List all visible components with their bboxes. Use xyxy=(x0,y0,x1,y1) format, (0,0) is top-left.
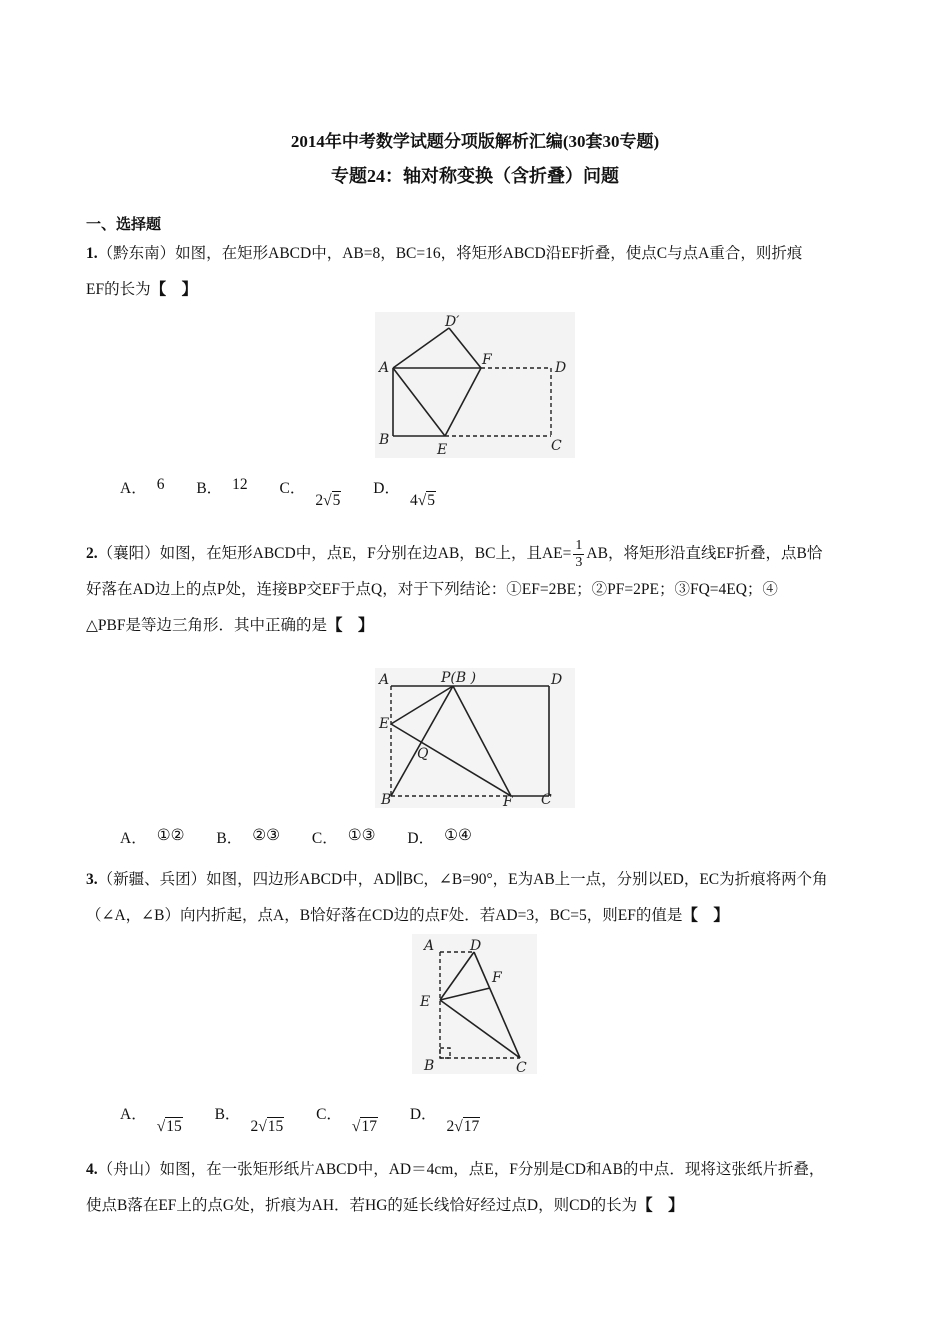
question-3-options xyxy=(120,1102,508,1135)
label-D: D xyxy=(555,360,567,376)
label-C: C xyxy=(551,438,562,454)
option-d[interactable]: D．2√17 xyxy=(409,1106,480,1135)
label-D: D xyxy=(470,938,482,954)
question-1-options xyxy=(120,476,464,509)
question-text: 使点B落在EF上的点G处，折痕为AH．若HG的延长线恰好经过点D，则CD的长为 xyxy=(86,1197,638,1214)
question-text: AB，将矩形沿直线EF折叠，点B恰 xyxy=(586,545,823,562)
question-text: △PBF是等边三角形．其中正确的是 xyxy=(86,617,328,634)
label-C: C xyxy=(541,792,552,808)
answer-bracket: 【 】 xyxy=(327,617,374,634)
question-text: （新疆、兵团）如图，四边形ABCD中，AD∥BC，∠B=90°，E为AB上一点，分别以ED，EC为折痕将两个角 xyxy=(97,871,828,888)
label-F: F xyxy=(503,794,513,808)
label-F: F xyxy=(482,352,492,368)
label-B: B xyxy=(381,792,392,808)
question-text: （∠A，∠B）向内折起，点A，B恰好落在CD边的点F处．若AD=3，BC=5，则EF的值是 xyxy=(86,907,683,924)
answer-bracket: 【 】 xyxy=(150,281,198,298)
label-C: C xyxy=(516,1060,527,1074)
question-1-figure xyxy=(375,312,575,458)
option-b[interactable]: B． ②③ xyxy=(216,827,281,847)
option-c[interactable]: C．√17 xyxy=(316,1106,377,1135)
option-b[interactable]: B．2√15 xyxy=(214,1106,284,1135)
option-a[interactable]: A． 6 xyxy=(120,476,165,497)
label-D-prime: D′ xyxy=(445,314,460,330)
label-B: B xyxy=(424,1058,435,1074)
label-F: F xyxy=(492,970,502,986)
label-P: P(B ) xyxy=(441,670,477,686)
label-A: A xyxy=(424,938,435,954)
option-c[interactable]: C．2√5 xyxy=(279,480,341,509)
section-heading: 一、选择题 xyxy=(86,217,162,233)
label-D: D xyxy=(551,672,563,688)
label-A: A xyxy=(379,360,390,376)
fraction: $\frac{1}{3}$ xyxy=(575,537,583,570)
answer-bracket: 【 】 xyxy=(637,1197,684,1214)
answer-bracket: 【 】 xyxy=(682,907,729,924)
option-d[interactable]: D．4√5 xyxy=(373,480,435,509)
option-a[interactable]: A．√15 xyxy=(120,1106,182,1135)
question-1-text xyxy=(86,236,866,308)
question-number: 1. xyxy=(86,245,98,262)
option-d[interactable]: D． ①④ xyxy=(407,827,472,847)
question-number: 4. xyxy=(86,1161,98,1178)
question-text: 好落在AD边上的点P处，连接BP交EF于点Q，对于下列结论：①EF=2BE；②PF=2PE；③FQ=4EQ；④ xyxy=(86,581,778,598)
label-E: E xyxy=(437,442,448,458)
label-B: B xyxy=(379,432,390,448)
label-E: E xyxy=(379,716,390,732)
label-A: A xyxy=(379,672,390,688)
question-2-figure xyxy=(375,668,575,808)
option-a[interactable]: A． ①② xyxy=(120,827,185,847)
question-text: （襄阳）如图，在矩形ABCD中，点E，F分别在边AB，BC上，且AE= xyxy=(97,545,572,562)
question-number: 3. xyxy=(86,871,98,888)
question-number: 2. xyxy=(86,545,98,562)
question-3-figure xyxy=(412,934,537,1074)
label-Q: Q xyxy=(417,746,429,762)
question-4-text xyxy=(86,1152,866,1224)
question-2-text xyxy=(86,536,866,644)
question-text: EF的长为 xyxy=(86,281,151,298)
question-3-text xyxy=(86,862,866,934)
question-2-options xyxy=(120,826,500,848)
question-text: （黔东南）如图，在矩形ABCD中，AB=8，BC=16，将矩形ABCD沿EF折叠，使点C与点A重合，则折痕 xyxy=(97,245,803,262)
question-text: （舟山）如图，在一张矩形纸片ABCD中，AD＝4cm，点E，F分别是CD和AB的中点．现将这张纸片折叠， xyxy=(97,1161,825,1178)
page-subtitle: 专题24：轴对称变换（含折叠）问题 xyxy=(331,166,619,186)
option-c[interactable]: C． ①③ xyxy=(311,827,376,847)
label-E: E xyxy=(420,994,431,1010)
page-title: 2014年中考数学试题分项版解析汇编(30套30专题) xyxy=(290,132,660,151)
option-b[interactable]: B． 12 xyxy=(196,476,248,497)
